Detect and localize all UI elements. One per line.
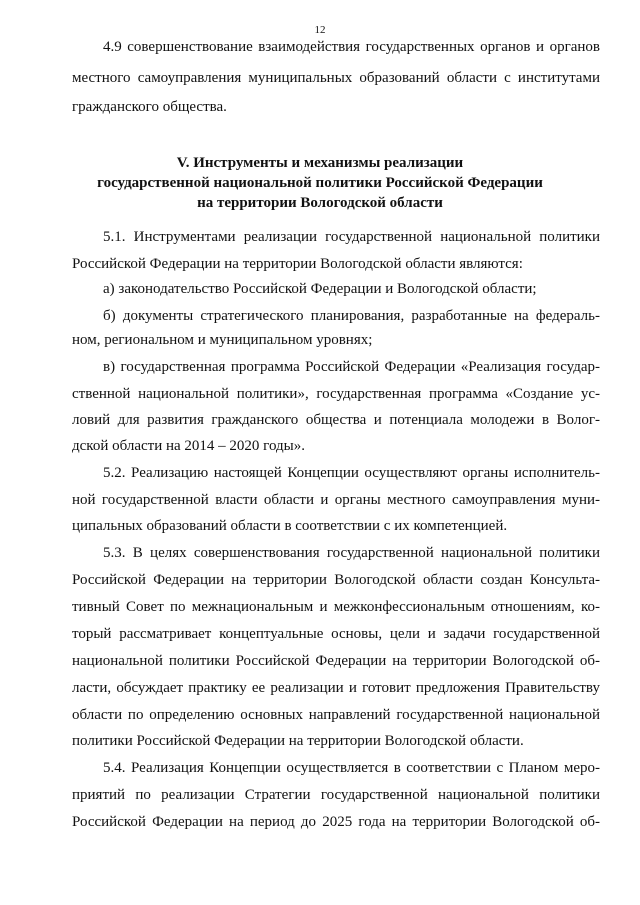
text-line: тивный Совет по межнациональным и межконфессиональным отношениям, ко- [72, 599, 600, 615]
text-line: ципальных образований области в соответствии с их компетенцией. [72, 518, 508, 534]
text-line: 5.4. Реализация Концепции осуществляется в соответствии с Планом меро- [103, 760, 600, 776]
text-line: дской области на 2014 – 2020 годы». [72, 438, 305, 454]
text-line: ном, региональном и муниципальном уровнях; [72, 332, 373, 348]
text-line: политики Российской Федерации на территории Вологодской области. [72, 733, 524, 749]
text-line: гражданского общества. [72, 99, 227, 115]
text-line: ной государственной власти области и органы местного самоуправления муни- [72, 492, 600, 508]
page-number: 12 [314, 24, 326, 36]
text-line: 5.1. Инструментами реализации государственной национальной политики [103, 229, 600, 245]
text-line: в) государственная программа Российской Федерации «Реализация государ- [103, 359, 600, 375]
text-line: торый рассматривает концептуальные основы, цели и задачи государственной [72, 626, 600, 642]
text-line: б) документы стратегического планирования, разработанные на федераль- [103, 308, 600, 324]
text-line: 5.2. Реализацию настоящей Концепции осуществляют органы исполнитель- [103, 465, 600, 481]
text-line: ственной национальной политики», государственная программа «Создание ус- [72, 386, 600, 402]
text-line: 5.3. В целях совершенствования государственной национальной политики [103, 545, 600, 561]
heading-line: на территории Вологодской области [197, 195, 443, 211]
text-line: Российской Федерации на территории Вологодской области являются: [72, 256, 523, 272]
text-line: национальной политики Российской Федерации на территории Вологодской об- [72, 653, 600, 669]
text-line: приятий по реализации Стратегии государственной национальной политики [72, 787, 600, 803]
heading-line: государственной национальной политики Российской Федерации [97, 175, 543, 191]
text-line: местного самоуправления муниципальных образований области с институтами [72, 70, 600, 86]
text-line: Российской Федерации на территории Вологодской области создан Консульта- [72, 572, 600, 588]
text-line: Российской Федерации на период до 2025 года на территории Вологодской об- [72, 814, 600, 830]
heading-line: V. Инструменты и механизмы реализации [176, 155, 464, 171]
text-line: ласти, обсуждает практику ее реализации и готовит предложения Правительству [72, 680, 600, 696]
text-line: области по определению основных направлений государственной национальной [72, 707, 600, 723]
text-line: 4.9 совершенствование взаимодействия государственных органов и органов [103, 39, 600, 55]
text-line: ловий для развития гражданского общества и потенциала молодежи в Волог- [72, 412, 600, 428]
text-line: а) законодательство Российской Федерации и Вологодской области; [103, 281, 537, 297]
